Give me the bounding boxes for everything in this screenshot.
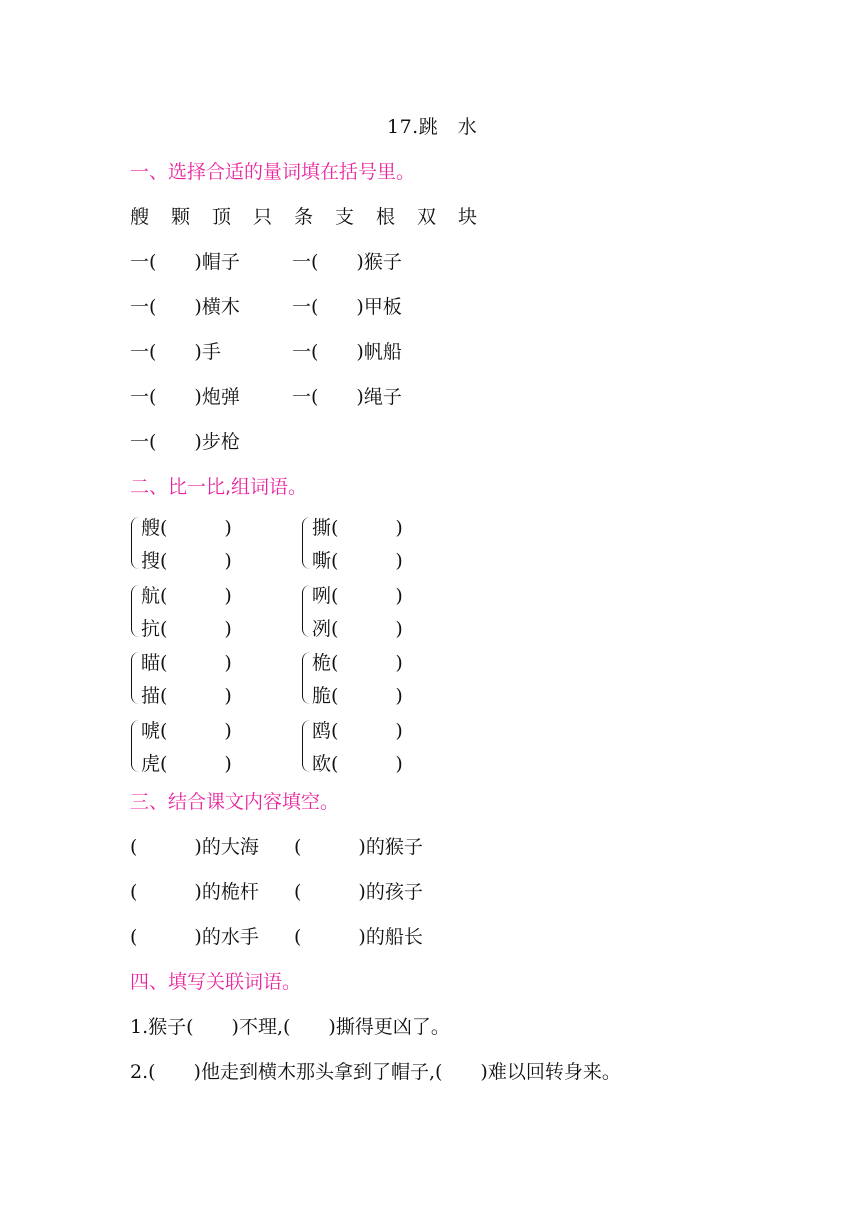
section-3-heading: 三、结合课文内容填空。 bbox=[130, 791, 340, 813]
word-pair-item: 虎( ) bbox=[141, 753, 232, 775]
q3-item: ( )的孩子 bbox=[294, 881, 423, 903]
word-pair-item: 艘( ) bbox=[141, 517, 232, 539]
word-pair-item: 航( ) bbox=[141, 585, 232, 607]
measure-word: 根 bbox=[376, 206, 396, 228]
measure-word: 块 bbox=[458, 206, 478, 228]
brace bbox=[302, 652, 311, 704]
q3-item: ( )的大海 bbox=[130, 836, 259, 858]
q4-item: 2.( )他走到横木那头拿到了帽子,( )难以回转身来。 bbox=[130, 1061, 621, 1083]
measure-word: 只 bbox=[253, 206, 273, 228]
measure-word: 双 bbox=[417, 206, 437, 228]
word-pair-item: 嘶( ) bbox=[312, 550, 403, 572]
measure-word: 顶 bbox=[212, 206, 232, 228]
q3-item: ( )的猴子 bbox=[294, 836, 423, 858]
section-2-heading: 二、比一比,组词语。 bbox=[130, 476, 308, 498]
brace bbox=[131, 585, 140, 637]
brace bbox=[131, 720, 140, 772]
q1-item: 一( )手 bbox=[130, 341, 221, 363]
q1-item: 一( )步枪 bbox=[130, 431, 240, 453]
q1-item: 一( )甲板 bbox=[292, 296, 402, 318]
word-pair-item: 桅( ) bbox=[312, 652, 403, 674]
word-pair-item: 咧( ) bbox=[312, 585, 403, 607]
brace bbox=[131, 517, 140, 569]
q1-item: 一( )帆船 bbox=[292, 341, 402, 363]
q1-item: 一( )炮弹 bbox=[130, 386, 240, 408]
word-pair-item: 鸥( ) bbox=[312, 720, 403, 742]
word-pair-item: 抗( ) bbox=[141, 618, 232, 640]
word-pair-item: 唬( ) bbox=[141, 720, 232, 742]
brace bbox=[131, 652, 140, 704]
q3-item: ( )的桅杆 bbox=[130, 881, 259, 903]
measure-word: 艘 bbox=[130, 206, 150, 228]
q1-item: 一( )横木 bbox=[130, 296, 240, 318]
word-pair-item: 描( ) bbox=[141, 685, 232, 707]
measure-word: 颗 bbox=[171, 206, 191, 228]
word-pair-item: 瞄( ) bbox=[141, 652, 232, 674]
page-title: 17.跳 水 bbox=[387, 116, 478, 138]
q1-item: 一( )帽子 bbox=[130, 251, 240, 273]
brace bbox=[302, 517, 311, 569]
q1-item: 一( )猴子 bbox=[292, 251, 402, 273]
q3-item: ( )的水手 bbox=[130, 926, 259, 948]
section-1-heading: 一、选择合适的量词填在括号里。 bbox=[130, 161, 416, 183]
brace bbox=[302, 720, 311, 772]
q4-item: 1.猴子( )不理,( )撕得更凶了。 bbox=[130, 1016, 450, 1038]
brace bbox=[302, 585, 311, 637]
q1-item: 一( )绳子 bbox=[292, 386, 402, 408]
word-pair-item: 搜( ) bbox=[141, 550, 232, 572]
section-4-heading: 四、填写关联词语。 bbox=[130, 971, 302, 993]
word-pair-item: 脆( ) bbox=[312, 685, 403, 707]
word-pair-item: 撕( ) bbox=[312, 517, 403, 539]
measure-word: 支 bbox=[335, 206, 355, 228]
measure-word: 条 bbox=[294, 206, 314, 228]
word-pair-item: 欧( ) bbox=[312, 753, 403, 775]
q3-item: ( )的船长 bbox=[294, 926, 423, 948]
word-pair-item: 冽( ) bbox=[312, 618, 403, 640]
